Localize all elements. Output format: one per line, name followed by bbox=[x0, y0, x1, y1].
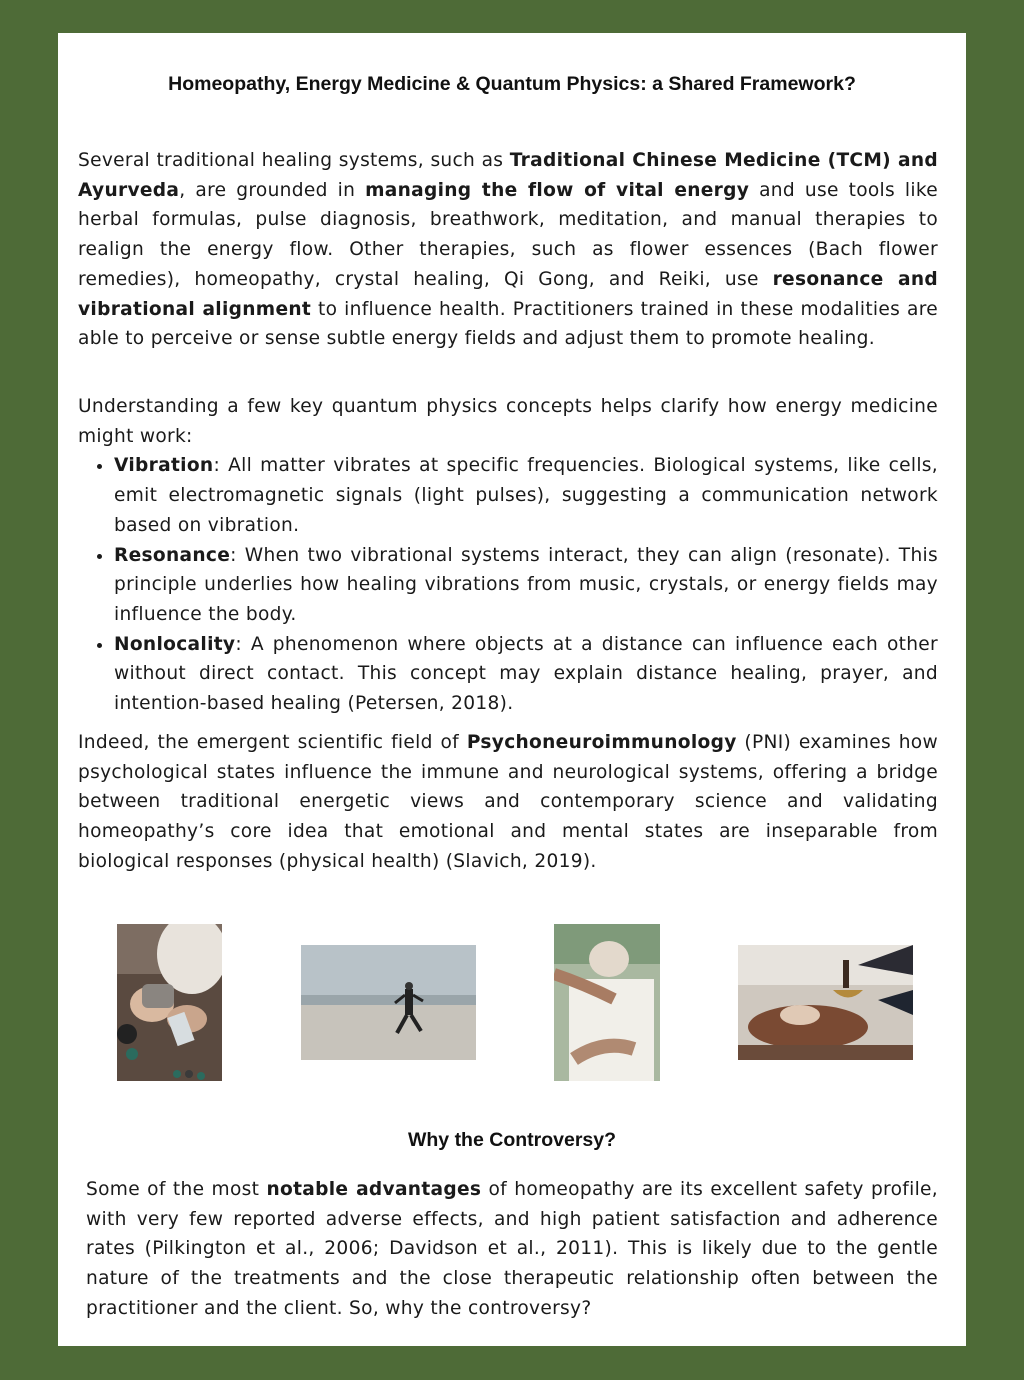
para4-text-1: Some of the most bbox=[86, 1179, 267, 1200]
quantum-intro: Understanding a few key quantum physics concepts helps clarify how energy medicine might work: bbox=[78, 396, 938, 447]
para3-bold-pni: Psychoneuroimmunology bbox=[466, 732, 737, 753]
para1-text-4: to influence health. Practitioners trained in these modalities are able to perceive or sense subtle energy fields and adjust them to promote healing. bbox=[78, 298, 938, 350]
desc-nonlocality: : A phenomenon where objects at a distance can influence each other without direct contact. This concept may explain distance healing, prayer, and intention-based healing (Petersen, 2018). bbox=[114, 633, 938, 715]
crystal-healing-photo bbox=[117, 924, 222, 1081]
paragraph-controversy bbox=[86, 1175, 938, 1324]
section-heading-controversy: Why the Controversy? bbox=[407, 1129, 617, 1151]
term-vibration: Vibration bbox=[114, 455, 214, 477]
para1-bold-tcm: Traditional Chinese Medicine (TCM) and Ayurveda bbox=[78, 150, 938, 201]
page-title: Homeopathy, Energy Medicine & Quantum Physics: a Shared Framework? bbox=[168, 73, 856, 95]
term-resonance: Resonance bbox=[114, 544, 231, 566]
para4-text-2: of homeopathy are its excellent safety profile, with very few reported adverse effects, and high patient satisfaction and adherence rates (Pilkington et al., 2006; Davidson et al., 2011). This is likely due to the gentle nature of the treatments and the close therapeutic relationship often between the practitioner and the client. So, why the controversy? bbox=[86, 1179, 938, 1319]
desc-vibration: : All matter vibrates at specific frequencies. Biological systems, like cells, emit electromagnetic signals (light pulses), suggesting a communication network based on vibration. bbox=[114, 455, 938, 536]
term-nonlocality: Nonlocality bbox=[114, 633, 236, 655]
para1-text-3: and use tools like herbal formulas, pulse diagnosis, breathwork, meditation, and manual therapies to realign the energy flow. Other therapies, such as flower essences (Bach flower remedies), homeopathy, crystal healing, Qi Gong, and Reiki, use bbox=[78, 179, 938, 290]
para1-text-1: Several traditional healing systems, such as bbox=[78, 150, 510, 171]
document-page bbox=[58, 33, 966, 1346]
desc-resonance: : When two vibrational systems interact, they can align (resonate). This principle underlies how healing vibrations from music, crystals, or energy fields may influence the body. bbox=[114, 544, 938, 625]
para1-bold-vital-energy: managing the flow of vital energy bbox=[365, 179, 750, 201]
sound-bowl-photo bbox=[738, 945, 913, 1060]
qi-gong-photo bbox=[301, 945, 476, 1060]
reiki-photo bbox=[554, 924, 660, 1081]
para1-bold-resonance: resonance and vibrational alignment bbox=[78, 268, 938, 320]
para4-bold-advantages: notable advantages bbox=[266, 1179, 482, 1200]
para3-text-2: (PNI) examines how psychological states influence the immune and neurological systems, offering a bridge between traditional energetic views and contemporary science and validating homeopathy’s core idea that emotional and mental states are inseparable from biological responses (physical health) (Slavich, 2019). bbox=[78, 732, 938, 872]
para3-text-1: Indeed, the emergent scientific field of bbox=[78, 732, 467, 753]
para1-text-2: , are grounded in bbox=[179, 179, 366, 201]
